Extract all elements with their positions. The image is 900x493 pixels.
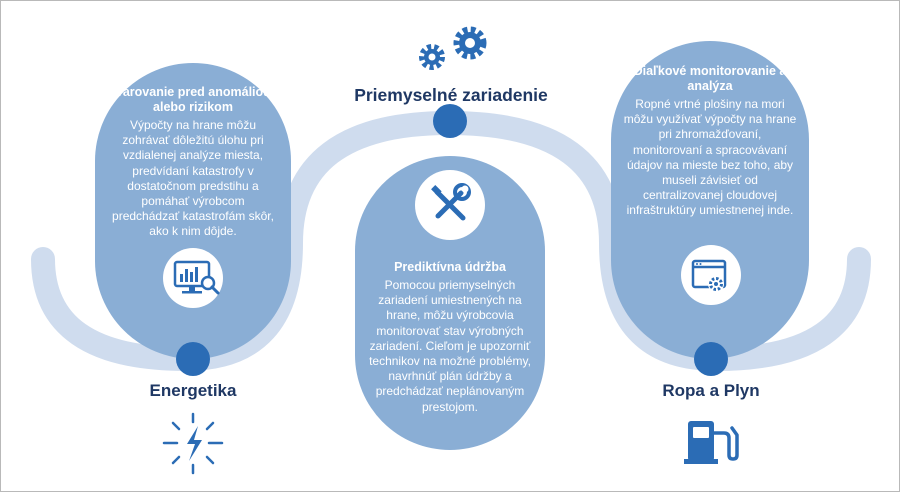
- hub-label: Priemyselné zariadenie: [354, 85, 548, 105]
- browser-settings-icon: [681, 245, 741, 305]
- card-maintenance-body: Pomocou priemyselných zariadení umiestnených na hrane, môžu výrobcovia monitorovať stav výrobných zariadení. Cieľom je upozorniť technikov na možné problémy, navrhnúť plán údržby a predchádzať neplánovaným prestojom.: [369, 278, 531, 414]
- card-energy-title: Varovanie pred anomáliou alebo rizikom: [115, 85, 271, 114]
- sector-oilgas-label: Ropa a Plyn: [662, 381, 760, 400]
- card-oilgas-title: Diaľkové monitorovanie a analýza: [633, 64, 787, 93]
- sector-energy-label: Energetika: [149, 381, 237, 400]
- wrench-screwdriver-icon: [415, 170, 485, 240]
- fuel-pump-icon: [684, 421, 737, 464]
- analytics-monitor-icon: [163, 248, 223, 308]
- node-hub: [433, 104, 467, 138]
- card-energy-body: Výpočty na hrane môžu zohrávať dôležitú úlohu pri vzdialenej analýze miesta, predvídaní katastrofy v dostatočnom predstihu a pomáhať výrobcom predchádzať katastrofám skôr, ako k nim dôjde.: [112, 118, 274, 239]
- card-oilgas-body: Ropné vrtné plošiny na mori môžu využívať výpočty na hrane pri zhromažďovaní, monitorovaní a spracovávaní údajov na mieste bez toho, aby museli závisieť od centralizovanej cloudovej infraštruktúry umiestnenej inde.: [623, 97, 797, 218]
- gears-icon: [422, 30, 483, 67]
- lightning-icon: [164, 414, 222, 473]
- node-oilgas: [694, 342, 728, 376]
- card-maintenance-title: Prediktívna údržba: [394, 260, 506, 274]
- node-energy: [176, 342, 210, 376]
